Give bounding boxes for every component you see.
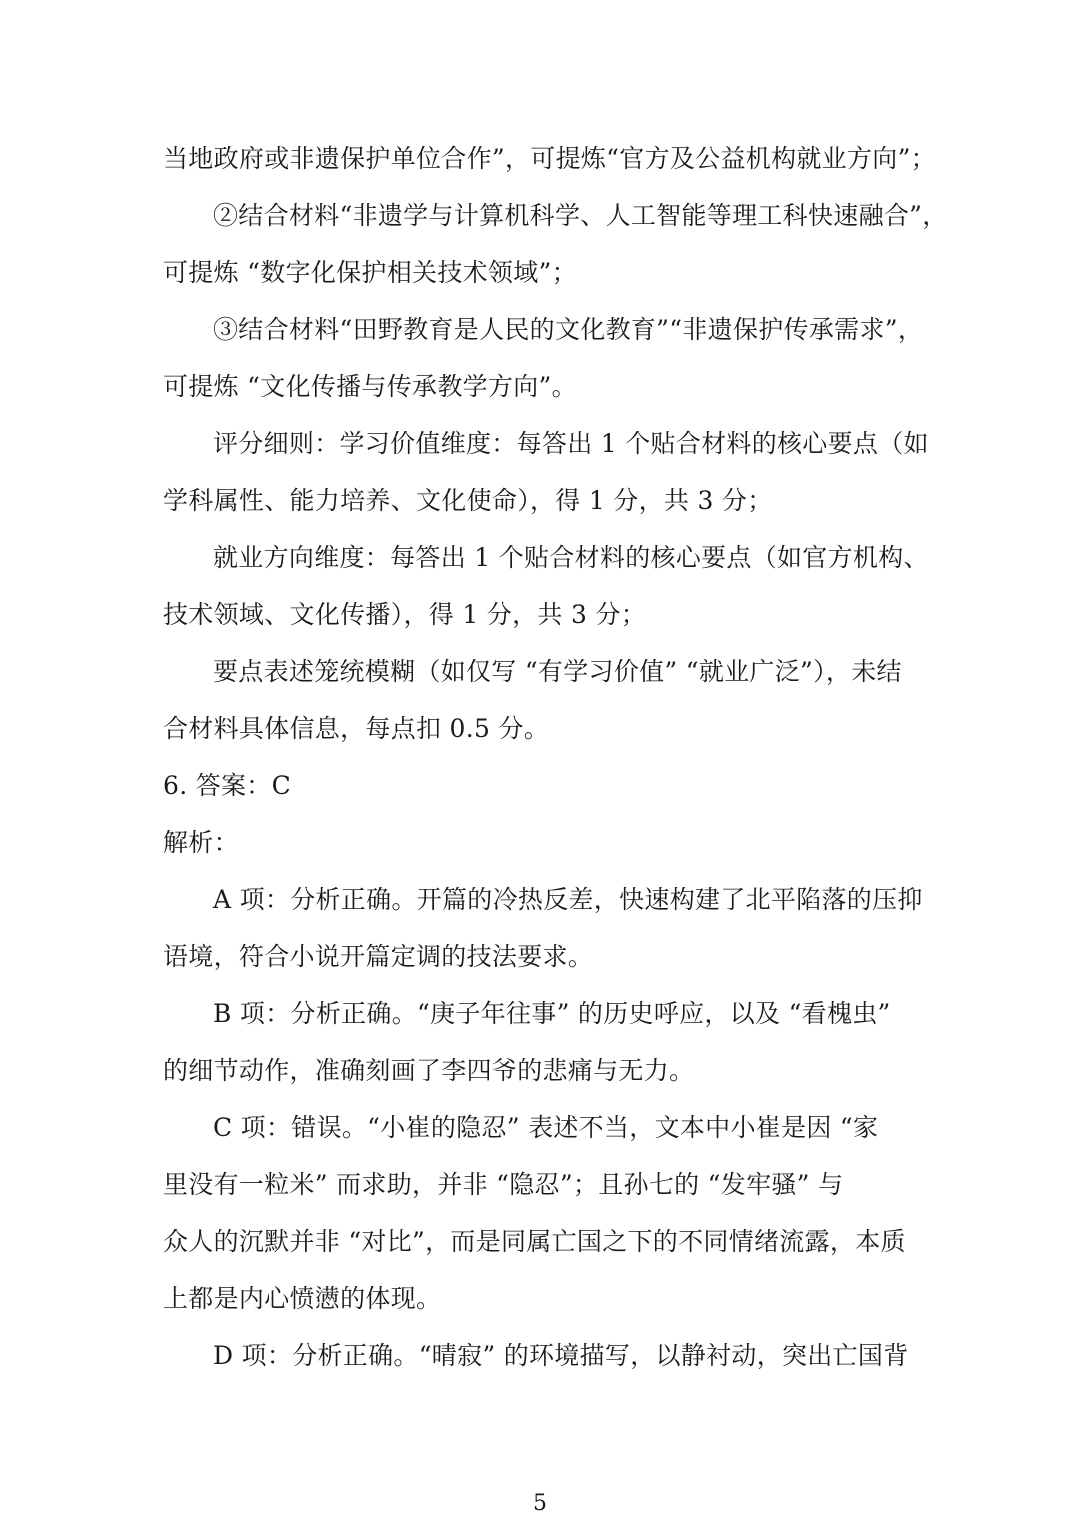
text-line: 里没有一粒米” 而求助，并非 “隐忍”；且孙七的 “发牢骚” 与: [163, 1170, 844, 1199]
text-line: 的细节动作，准确刻画了李四爷的悲痛与无力。: [163, 1056, 695, 1085]
text-line: 就业方向维度：每答出 1 个贴合材料的核心要点（如官方机构、: [213, 543, 929, 572]
text-line: 技术领域、文化传播），得 1 分，共 3 分；: [163, 600, 646, 629]
option-c-line: C 项：错误。“小崔的隐忍” 表述不当，文本中小崔是因 “家: [213, 1113, 879, 1142]
text-line: ②结合材料“非遗学与计算机科学、人工智能等理工科快速融合”，: [213, 201, 948, 230]
analysis-heading: 解析：: [163, 828, 239, 857]
text-line: 要点表述笼统模糊（如仅写 “有学习价值” “就业广泛”），未结: [213, 657, 902, 686]
text-line: 评分细则：学习价值维度：每答出 1 个贴合材料的核心要点（如: [213, 429, 929, 458]
text-line: 当地政府或非遗保护单位合作”，可提炼“官方及公益机构就业方向”；: [163, 144, 936, 173]
answer-line: 6. 答案：C: [163, 771, 292, 800]
option-a-line: A 项：分析正确。开篇的冷热反差，快速构建了北平陷落的压抑: [213, 885, 923, 914]
text-line: 可提炼 “文化传播与传承教学方向”。: [163, 372, 577, 401]
page-number: 5: [533, 1491, 547, 1516]
text-line: 学科属性、能力培养、文化使命），得 1 分，共 3 分；: [163, 486, 773, 515]
text-line: 上都是内心愤懑的体现。: [163, 1284, 442, 1313]
text-line: 众人的沉默并非 “对比”，而是同属亡国之下的不同情绪流露，本质: [163, 1227, 906, 1256]
text-line: 合材料具体信息，每点扣 0.5 分。: [163, 714, 550, 743]
option-b-line: B 项：分析正确。“庚子年往事” 的历史呼应，以及 “看槐虫”: [213, 999, 891, 1028]
text-line: ③结合材料“田野教育是人民的文化教育”“非遗保护传承需求”，: [213, 315, 924, 344]
text-line: 可提炼 “数字化保护相关技术领域”；: [163, 258, 577, 287]
option-d-line: D 项：分析正确。“晴寂” 的环境描写，以静衬动，突出亡国背: [213, 1341, 909, 1370]
text-line: 语境，符合小说开篇定调的技法要求。: [163, 942, 594, 971]
